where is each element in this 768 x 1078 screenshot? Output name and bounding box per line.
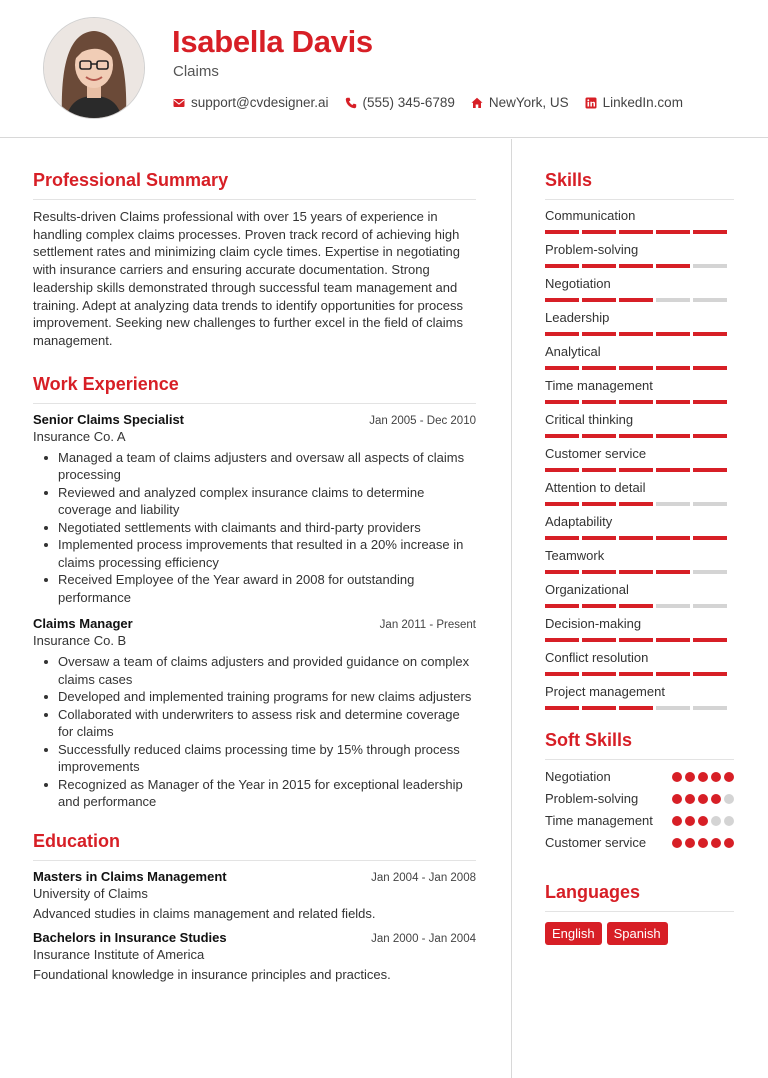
summary-text: Results-driven Claims professional with over 15 years of experience in handling complex claims processes. Proven track record of achieving high settlement rates and minimizing claim cycle times. Expertise in negotiating with insurance carriers and ensuring accurate documentation. Strong leadership skills demonstrated through successful team management and training. Adept at analyzing data trends to identify opportunities for process improvement. Seeking new challenges to further excel in the field of claims management. bbox=[33, 209, 463, 348]
skill-level-segment bbox=[545, 468, 579, 472]
soft-skill-name: Customer service bbox=[545, 835, 647, 850]
candidate-title: Claims bbox=[173, 63, 219, 80]
skill-item bbox=[545, 582, 734, 608]
skill-level-segment bbox=[693, 230, 727, 234]
skill-level-segment bbox=[619, 706, 653, 710]
skill-name: Communication bbox=[545, 208, 636, 223]
skill-level-bar bbox=[545, 604, 734, 608]
skill-level-bar bbox=[545, 638, 734, 642]
skill-name: Decision-making bbox=[545, 616, 642, 631]
job-bullet: Collaborated with underwriters to assess risk and determine coverage for claims bbox=[42, 706, 476, 741]
skill-item bbox=[545, 276, 734, 302]
rating-dot bbox=[685, 794, 695, 804]
education-school: Insurance Institute of America bbox=[33, 946, 205, 962]
skill-name: Teamwork bbox=[545, 548, 605, 563]
rating-dot bbox=[724, 772, 734, 782]
skill-name: Attention to detail bbox=[545, 480, 646, 495]
skill-level-segment bbox=[656, 502, 690, 506]
job-bullet: Oversaw a team of claims adjusters and provided guidance on complex claims cases bbox=[42, 653, 476, 688]
skill-item bbox=[545, 446, 734, 472]
skill-level-segment bbox=[656, 536, 690, 540]
rating-dot bbox=[698, 816, 708, 826]
skill-name: Leadership bbox=[545, 310, 610, 325]
skill-level-segment bbox=[619, 298, 653, 302]
summary-heading: Professional Summary bbox=[33, 170, 476, 200]
skill-level-segment bbox=[693, 366, 727, 370]
experience-heading: Work Experience bbox=[33, 374, 476, 404]
soft-skill-item bbox=[545, 790, 734, 808]
soft-skill-item bbox=[545, 812, 734, 830]
skill-level-segment bbox=[619, 332, 653, 336]
job-bullet: Managed a team of claims adjusters and oversaw all aspects of claims processing bbox=[42, 449, 476, 484]
skill-item bbox=[545, 548, 734, 574]
skill-level-segment bbox=[582, 468, 616, 472]
skill-name: Conflict resolution bbox=[545, 650, 649, 665]
skill-level-segment bbox=[582, 298, 616, 302]
skill-level-segment bbox=[582, 366, 616, 370]
resume-header bbox=[0, 0, 768, 138]
soft-skill-rating bbox=[672, 816, 734, 826]
skill-level-segment bbox=[545, 502, 579, 506]
job-header bbox=[33, 412, 476, 427]
skill-level-segment bbox=[619, 536, 653, 540]
skill-level-segment bbox=[693, 570, 727, 574]
skill-item bbox=[545, 344, 734, 370]
main-column bbox=[33, 170, 476, 991]
skill-level-segment bbox=[693, 400, 727, 404]
skill-level-segment bbox=[619, 400, 653, 404]
skill-name: Negotiation bbox=[545, 276, 611, 291]
skill-level-segment bbox=[693, 298, 727, 302]
education-degree: Masters in Claims Management bbox=[33, 868, 227, 884]
rating-dot bbox=[711, 772, 721, 782]
rating-dot bbox=[698, 838, 708, 848]
soft-skill-rating bbox=[672, 794, 734, 804]
education-heading: Education bbox=[33, 831, 476, 861]
skill-level-segment bbox=[619, 502, 653, 506]
soft-skill-name: Problem-solving bbox=[545, 791, 639, 806]
skill-level-segment bbox=[656, 570, 690, 574]
skill-name: Problem-solving bbox=[545, 242, 639, 257]
education-school: University of Claims bbox=[33, 885, 148, 901]
column-divider bbox=[511, 139, 512, 1078]
skill-level-segment bbox=[582, 502, 616, 506]
skill-item bbox=[545, 650, 734, 676]
skill-level-segment bbox=[619, 604, 653, 608]
skill-level-segment bbox=[582, 332, 616, 336]
soft-skill-rating bbox=[672, 838, 734, 848]
skill-level-segment bbox=[545, 706, 579, 710]
skill-level-segment bbox=[619, 366, 653, 370]
languages-list bbox=[545, 922, 734, 945]
job-bullet: Received Employee of the Year award in 2008 for outstanding performance bbox=[42, 571, 476, 606]
skill-item bbox=[545, 412, 734, 438]
skill-level-bar bbox=[545, 672, 734, 676]
skill-level-segment bbox=[619, 672, 653, 676]
envelope-icon bbox=[173, 97, 185, 109]
skill-level-segment bbox=[656, 434, 690, 438]
home-icon bbox=[471, 97, 483, 109]
skill-item bbox=[545, 684, 734, 710]
skill-level-segment bbox=[545, 400, 579, 404]
skill-level-segment bbox=[656, 264, 690, 268]
skill-level-segment bbox=[619, 570, 653, 574]
education-date: Jan 2004 - Jan 2008 bbox=[371, 871, 476, 884]
skill-level-segment bbox=[656, 298, 690, 302]
job-bullet: Negotiated settlements with claimants and third-party providers bbox=[42, 519, 476, 537]
skill-level-segment bbox=[545, 230, 579, 234]
job-bullet: Recognized as Manager of the Year in 2015 for exceptional leadership and performance bbox=[42, 776, 476, 811]
skill-level-segment bbox=[582, 638, 616, 642]
soft-skills-heading: Soft Skills bbox=[545, 730, 734, 760]
skill-level-segment bbox=[619, 468, 653, 472]
skill-name: Customer service bbox=[545, 446, 647, 461]
skill-level-segment bbox=[656, 468, 690, 472]
job-company: Insurance Co. A bbox=[33, 428, 126, 444]
skill-level-segment bbox=[619, 434, 653, 438]
language-badge: English bbox=[545, 922, 602, 945]
rating-dot bbox=[711, 816, 721, 826]
skill-level-segment bbox=[656, 332, 690, 336]
contact-linkedin-text: LinkedIn.com bbox=[602, 95, 683, 110]
skill-level-segment bbox=[582, 672, 616, 676]
skill-level-segment bbox=[693, 638, 727, 642]
soft-skill-item bbox=[545, 768, 734, 786]
skill-level-bar bbox=[545, 230, 734, 234]
soft-skill-rating bbox=[672, 772, 734, 782]
skill-level-segment bbox=[693, 332, 727, 336]
profile-photo bbox=[44, 18, 144, 118]
rating-dot bbox=[685, 838, 695, 848]
job-date: Jan 2005 - Dec 2010 bbox=[369, 414, 476, 427]
skill-level-segment bbox=[693, 434, 727, 438]
skill-level-segment bbox=[693, 672, 727, 676]
skill-level-segment bbox=[619, 230, 653, 234]
skill-level-segment bbox=[545, 604, 579, 608]
contact-list bbox=[173, 95, 683, 110]
education-header bbox=[33, 869, 476, 884]
skill-level-bar bbox=[545, 332, 734, 336]
skill-level-segment bbox=[656, 400, 690, 404]
skill-level-segment bbox=[656, 672, 690, 676]
skill-level-segment bbox=[545, 570, 579, 574]
job-entry bbox=[33, 616, 476, 811]
skill-level-bar bbox=[545, 536, 734, 540]
skill-level-segment bbox=[582, 434, 616, 438]
education-degree: Bachelors in Insurance Studies bbox=[33, 929, 227, 945]
skill-level-segment bbox=[545, 638, 579, 642]
job-entry bbox=[33, 412, 476, 607]
rating-dot bbox=[672, 772, 682, 782]
languages-heading: Languages bbox=[545, 882, 734, 912]
job-bullets bbox=[33, 449, 476, 607]
job-bullet: Successfully reduced claims processing time by 15% through process improvements bbox=[42, 741, 476, 776]
job-company: Insurance Co. B bbox=[33, 633, 127, 649]
soft-skill-name: Time management bbox=[545, 813, 653, 828]
rating-dot bbox=[672, 838, 682, 848]
skill-level-segment bbox=[545, 332, 579, 336]
contact-location-text: NewYork, US bbox=[488, 95, 569, 110]
skill-level-bar bbox=[545, 570, 734, 574]
skill-level-segment bbox=[545, 298, 579, 302]
skill-item bbox=[545, 378, 734, 404]
skill-level-segment bbox=[693, 264, 727, 268]
skill-level-segment bbox=[545, 264, 579, 268]
skill-name: Analytical bbox=[545, 344, 601, 359]
soft-skill-name: Negotiation bbox=[545, 769, 611, 784]
skill-level-segment bbox=[656, 638, 690, 642]
job-bullet: Implemented process improvements that resulted in a 20% increase in claims processing efficiency bbox=[42, 536, 476, 571]
linkedin-icon bbox=[585, 97, 597, 109]
rating-dot bbox=[698, 772, 708, 782]
education-list bbox=[33, 869, 476, 982]
skill-level-segment bbox=[582, 706, 616, 710]
skill-level-bar bbox=[545, 366, 734, 370]
skill-level-segment bbox=[545, 434, 579, 438]
skill-level-segment bbox=[582, 230, 616, 234]
skill-level-segment bbox=[582, 400, 616, 404]
skill-level-bar bbox=[545, 706, 734, 710]
education-entry bbox=[33, 930, 476, 982]
job-bullet: Developed and implemented training programs for new claims adjusters bbox=[42, 688, 476, 706]
soft-skill-item bbox=[545, 834, 734, 852]
skill-name: Project management bbox=[545, 684, 665, 699]
language-badge: Spanish bbox=[607, 922, 668, 945]
skill-level-segment bbox=[582, 536, 616, 540]
skill-level-bar bbox=[545, 298, 734, 302]
skill-level-segment bbox=[656, 230, 690, 234]
education-header bbox=[33, 930, 476, 945]
sidebar-column bbox=[545, 170, 734, 945]
skill-level-segment bbox=[656, 604, 690, 608]
rating-dot bbox=[685, 816, 695, 826]
contact-email[interactable] bbox=[173, 95, 329, 110]
skill-level-segment bbox=[693, 706, 727, 710]
skill-name: Time management bbox=[545, 378, 653, 393]
job-date: Jan 2011 - Present bbox=[379, 619, 476, 632]
job-title: Senior Claims Specialist bbox=[33, 411, 185, 427]
skill-level-segment bbox=[693, 604, 727, 608]
rating-dot bbox=[672, 794, 682, 804]
skill-name: Critical thinking bbox=[545, 412, 634, 427]
skill-level-segment bbox=[619, 264, 653, 268]
rating-dot bbox=[698, 794, 708, 804]
job-bullet: Reviewed and analyzed complex insurance claims to determine coverage and liability bbox=[42, 484, 476, 519]
skill-item bbox=[545, 480, 734, 506]
skills-list bbox=[545, 208, 734, 710]
skill-name: Adaptability bbox=[545, 514, 613, 529]
skill-level-segment bbox=[545, 366, 579, 370]
skill-level-segment bbox=[582, 604, 616, 608]
skill-level-segment bbox=[693, 468, 727, 472]
skill-item bbox=[545, 616, 734, 642]
skill-name: Organizational bbox=[545, 582, 629, 597]
skill-level-segment bbox=[545, 536, 579, 540]
skill-level-bar bbox=[545, 502, 734, 506]
candidate-name: Isabella Davis bbox=[172, 24, 373, 59]
skill-level-bar bbox=[545, 400, 734, 404]
skill-item bbox=[545, 208, 734, 234]
rating-dot bbox=[685, 772, 695, 782]
skill-level-segment bbox=[582, 570, 616, 574]
rating-dot bbox=[711, 838, 721, 848]
skill-item bbox=[545, 242, 734, 268]
job-list bbox=[33, 412, 476, 811]
contact-linkedin[interactable] bbox=[585, 95, 683, 110]
skills-heading: Skills bbox=[545, 170, 734, 200]
skill-level-bar bbox=[545, 434, 734, 438]
skill-item bbox=[545, 514, 734, 540]
skill-item bbox=[545, 310, 734, 336]
education-date: Jan 2000 - Jan 2004 bbox=[371, 932, 476, 945]
education-entry bbox=[33, 869, 476, 921]
education-description: Foundational knowledge in insurance principles and practices. bbox=[33, 966, 391, 982]
avatar bbox=[43, 17, 145, 119]
job-title: Claims Manager bbox=[33, 616, 133, 632]
contact-location bbox=[471, 95, 569, 110]
skill-level-segment bbox=[656, 366, 690, 370]
skill-level-bar bbox=[545, 468, 734, 472]
job-bullets bbox=[33, 653, 476, 811]
skill-level-segment bbox=[693, 502, 727, 506]
rating-dot bbox=[711, 794, 721, 804]
education-description: Advanced studies in claims management and related fields. bbox=[33, 905, 376, 921]
skill-level-bar bbox=[545, 264, 734, 268]
rating-dot bbox=[724, 816, 734, 826]
skill-level-segment bbox=[545, 672, 579, 676]
contact-phone-text: (555) 345-6789 bbox=[362, 95, 455, 110]
contact-email-text: support@cvdesigner.ai bbox=[191, 95, 329, 110]
skill-level-segment bbox=[656, 706, 690, 710]
skill-level-segment bbox=[582, 264, 616, 268]
rating-dot bbox=[672, 816, 682, 826]
rating-dot bbox=[724, 838, 734, 848]
skill-level-segment bbox=[693, 536, 727, 540]
soft-skills-list bbox=[545, 768, 734, 852]
contact-phone[interactable] bbox=[345, 95, 455, 110]
skill-level-segment bbox=[619, 638, 653, 642]
rating-dot bbox=[724, 794, 734, 804]
phone-icon bbox=[345, 97, 357, 109]
job-header bbox=[33, 616, 476, 631]
